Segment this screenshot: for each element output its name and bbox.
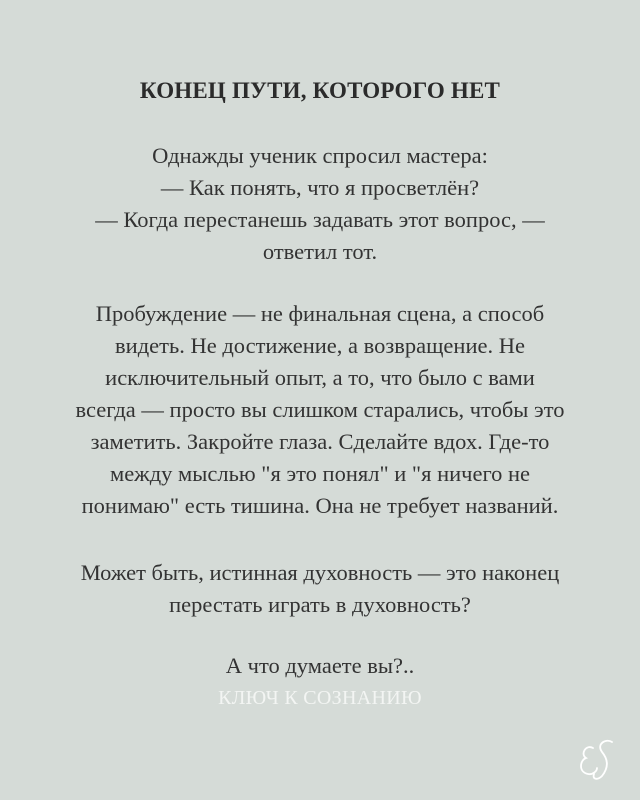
post-title: КОНЕЦ ПУТИ, КОТОРОГО НЕТ	[139, 78, 501, 103]
paragraph-line: Пробуждение — не финальная сцена, а способ	[95, 301, 545, 326]
question-line: А что думаете вы?..	[225, 653, 415, 678]
dialogue-block	[0, 140, 640, 268]
paragraph-line: понимаю" есть тишина. Она не требует названий.	[81, 493, 559, 518]
es-monogram-icon	[576, 734, 620, 786]
dialogue-line: — Когда перестанешь задавать этот вопрос, —	[95, 207, 545, 232]
paragraph-line: между мыслью "я это понял" и "я ничего не	[109, 461, 531, 486]
dialogue-line: ответил тот.	[262, 239, 378, 264]
closing-line: Может быть, истинная духовность — это наконец	[80, 560, 560, 585]
brand-caption: КЛЮЧ К СОЗНАНИЮ	[218, 687, 422, 709]
paragraph-line: всегда — просто вы слишком старались, чтобы это	[75, 397, 565, 422]
body-paragraph	[0, 298, 640, 522]
closing-question	[0, 650, 640, 682]
paragraph-line: заметить. Закройте глаза. Сделайте вдох. Где-то	[90, 429, 550, 454]
closing-paragraph	[0, 557, 640, 621]
paragraph-line: исключительный опыт, а то, что было с вами	[105, 365, 535, 390]
closing-line: перестать играть в духовность?	[169, 592, 471, 617]
paragraph-line: видеть. Не достижение, а возвращение. Не	[115, 333, 525, 358]
dialogue-line: — Как понять, что я просветлён?	[160, 175, 480, 200]
dialogue-line: Однажды ученик спросил мастера:	[152, 143, 488, 168]
